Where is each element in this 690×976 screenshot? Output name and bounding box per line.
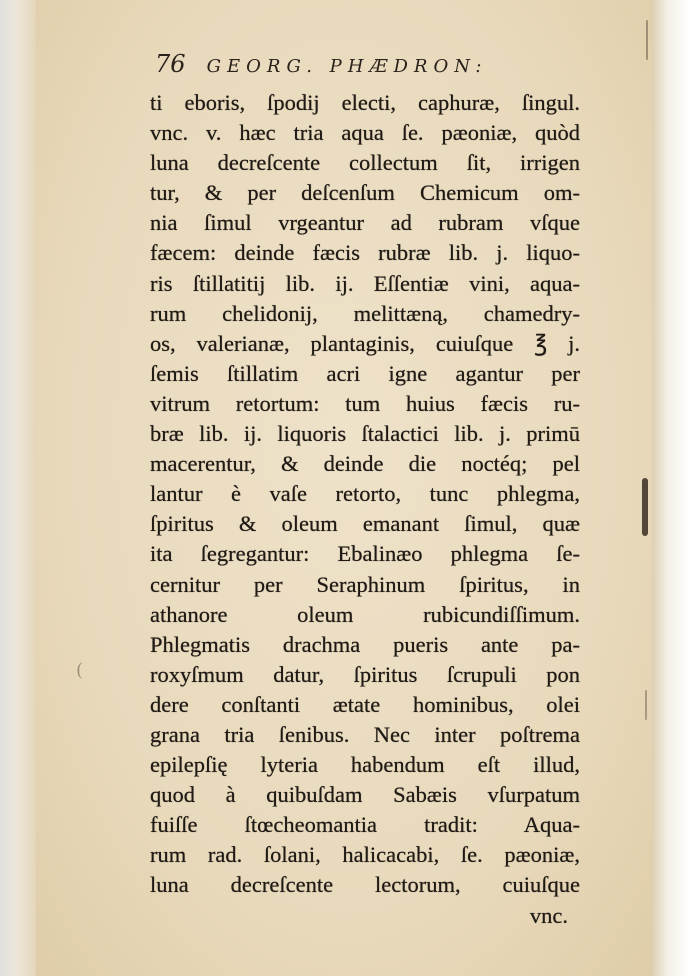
text-line: ita ſegregantur: Ebalinæo phlegma ſe-: [150, 541, 580, 567]
text-line: ti eboris, ſpodij electi, caphuræ, ſingul.: [150, 90, 580, 115]
text-line: luna decreſcente collectum ſit, irrigen: [150, 150, 580, 176]
text-line: tur, & per deſcenſum Chemicum om-: [150, 180, 580, 206]
page-header: [155, 50, 575, 86]
text-line: vitrum retortum: tum huius fæcis ru-: [150, 390, 580, 416]
text-line: dere conſtanti ætate hominibus, olei: [150, 691, 580, 717]
text-line: athanore oleum rubicundiſſimum.: [150, 601, 580, 627]
text-line: fæcem: deinde fæcis rubræ lib. j. liquo-: [150, 240, 580, 266]
text-line: ſemis ſtillatim acri igne agantur per: [150, 360, 580, 386]
text-line: roxyſmum datur, ſpiritus ſcrupuli pon: [150, 661, 580, 687]
text-line: grana tria ſenibus. Nec inter poſtrema: [150, 721, 580, 747]
text-line: rum rad. ſolani, halicacabi, ſe. pæoniæ,: [150, 842, 580, 868]
running-head: GEORG. PHÆDRON:: [206, 56, 488, 77]
text-line: ſpiritus & oleum emanant ſimul, quæ: [150, 511, 580, 537]
text-line: epilepſię lyteria habendum eſt illud,: [150, 752, 580, 778]
text-line: nia ſimul vrgeantur ad rubram vſque: [150, 210, 580, 236]
text-line: vnc.: [529, 902, 568, 928]
text-line: macerentur, & deinde die noctéq; pel: [150, 451, 580, 477]
text-line: lantur è vaſe retorto, tunc phlegma,: [150, 481, 580, 507]
margin-stray-mark: (: [76, 660, 84, 681]
body-text: [150, 88, 580, 931]
page-edge-ink-mark: [646, 20, 648, 60]
text-line: rum chelidonij, melittæną, chamedry-: [150, 300, 580, 326]
text-line: luna decreſcente lectorum, cuiuſque: [150, 872, 580, 898]
text-line: quod à quibuſdam Sabæis vſurpatum: [150, 782, 580, 808]
page-number: 76: [155, 50, 186, 78]
binding-shadow: [0, 0, 36, 976]
text-line: cernitur per Seraphinum ſpiritus, in: [150, 571, 580, 597]
text-line: fuiſſe ſtœcheomantia tradit: Aqua-: [150, 812, 580, 838]
page-edge-margin: [652, 0, 690, 976]
page-edge-ink-mark: [645, 690, 647, 720]
page-edge-ink-mark: [642, 478, 648, 536]
text-line: Phlegmatis drachma pueris ante pa-: [150, 631, 580, 657]
text-line: bræ lib. ij. liquoris ſtalactici lib. j. primū: [150, 421, 580, 447]
text-line: ris ſtillatitij lib. ij. Eſſentiæ vini, aqua-: [150, 270, 580, 296]
text-line: os, valerianæ, plantaginis, cuiuſque ℥ j.: [150, 330, 580, 356]
text-line: vnc. v. hæc tria aqua ſe. pæoniæ, quòd: [150, 120, 580, 146]
